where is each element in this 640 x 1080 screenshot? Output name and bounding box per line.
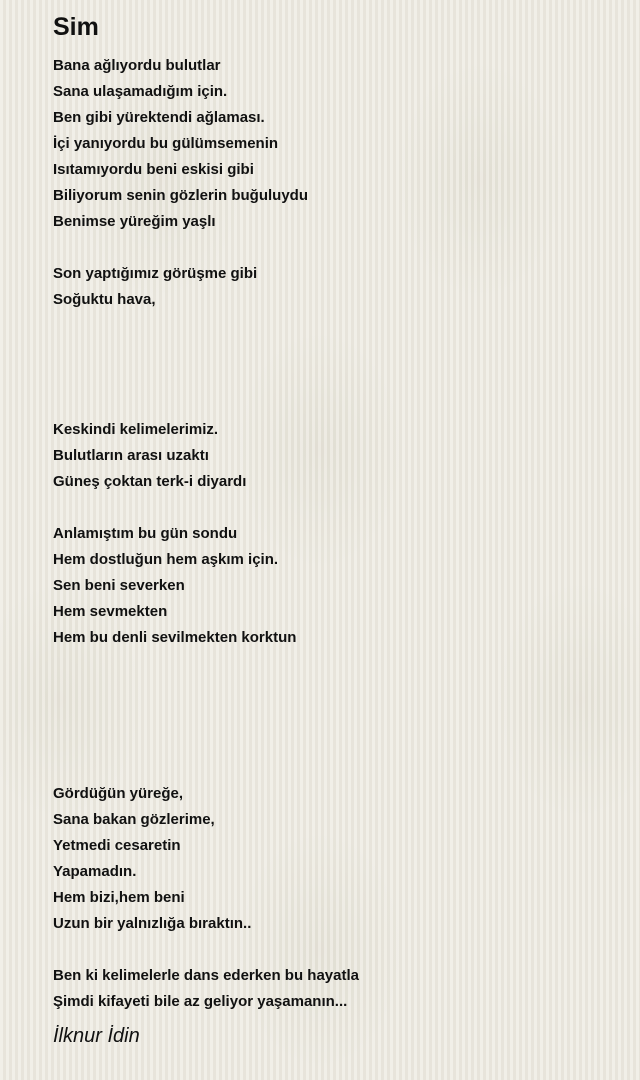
poem-line: Benimse yüreğim yaşlı bbox=[53, 213, 216, 230]
poem-blank-line bbox=[53, 313, 613, 339]
poem-body bbox=[53, 50, 613, 1015]
poem-blank-line bbox=[53, 651, 613, 677]
poem-line: Yapamadın. bbox=[53, 863, 137, 880]
poem-line: Bana ağlıyordu bulutlar bbox=[53, 57, 221, 74]
poem-line: Anlamıştım bu gün sondu bbox=[53, 525, 238, 542]
poem-blank-line bbox=[53, 703, 613, 729]
poem-blank-line bbox=[53, 677, 613, 703]
poem-blank-line bbox=[53, 937, 613, 963]
poem-line: Ben gibi yürektendi ağlaması. bbox=[53, 109, 265, 126]
poem-blank-line bbox=[53, 235, 613, 261]
poem-line: Keskindi kelimelerimiz. bbox=[53, 421, 219, 438]
poem-line: Sen beni severken bbox=[53, 577, 185, 594]
poem-line: Hem bizi,hem beni bbox=[53, 889, 185, 906]
poem-line: İçi yanıyordu bu gülümsemenin bbox=[53, 135, 279, 152]
poem-line: Soğuktu hava, bbox=[53, 291, 156, 308]
poem-blank-line bbox=[53, 755, 613, 781]
poem-line: Uzun bir yalnızlığa bıraktın.. bbox=[53, 915, 252, 932]
poem-line: Hem sevmekten bbox=[53, 603, 168, 620]
poem-line: Yetmedi cesaretin bbox=[53, 837, 181, 854]
poem-line: Sana bakan gözlerime, bbox=[53, 811, 215, 828]
poem-line: Son yaptığımız görüşme gibi bbox=[53, 265, 258, 282]
poem-page bbox=[53, 0, 613, 1050]
poem-author: İlknur İdin bbox=[53, 1025, 140, 1047]
poem-line: Hem bu denli sevilmekten korktun bbox=[53, 629, 297, 646]
poem-blank-line bbox=[53, 391, 613, 417]
poem-line: Gördüğün yüreğe, bbox=[53, 785, 184, 802]
poem-blank-line bbox=[53, 729, 613, 755]
poem-line: Şimdi kifayeti bile az geliyor yaşamanın... bbox=[53, 993, 348, 1010]
poem-blank-line bbox=[53, 495, 613, 521]
poem-line: Sana ulaşamadığım için. bbox=[53, 83, 228, 100]
poem-line: Ben ki kelimelerle dans ederken bu hayatla bbox=[53, 967, 359, 984]
poem-line: Hem dostluğun hem aşkım için. bbox=[53, 551, 279, 568]
poem-title: Sim bbox=[53, 13, 99, 41]
poem-line: Bulutların arası uzaktı bbox=[53, 447, 209, 464]
poem-line: Güneş çoktan terk-i diyardı bbox=[53, 473, 247, 490]
poem-line: Biliyorum senin gözlerin buğuluydu bbox=[53, 187, 309, 204]
poem-blank-line bbox=[53, 339, 613, 365]
poem-line: Isıtamıyordu beni eskisi gibi bbox=[53, 161, 254, 178]
poem-blank-line bbox=[53, 365, 613, 391]
